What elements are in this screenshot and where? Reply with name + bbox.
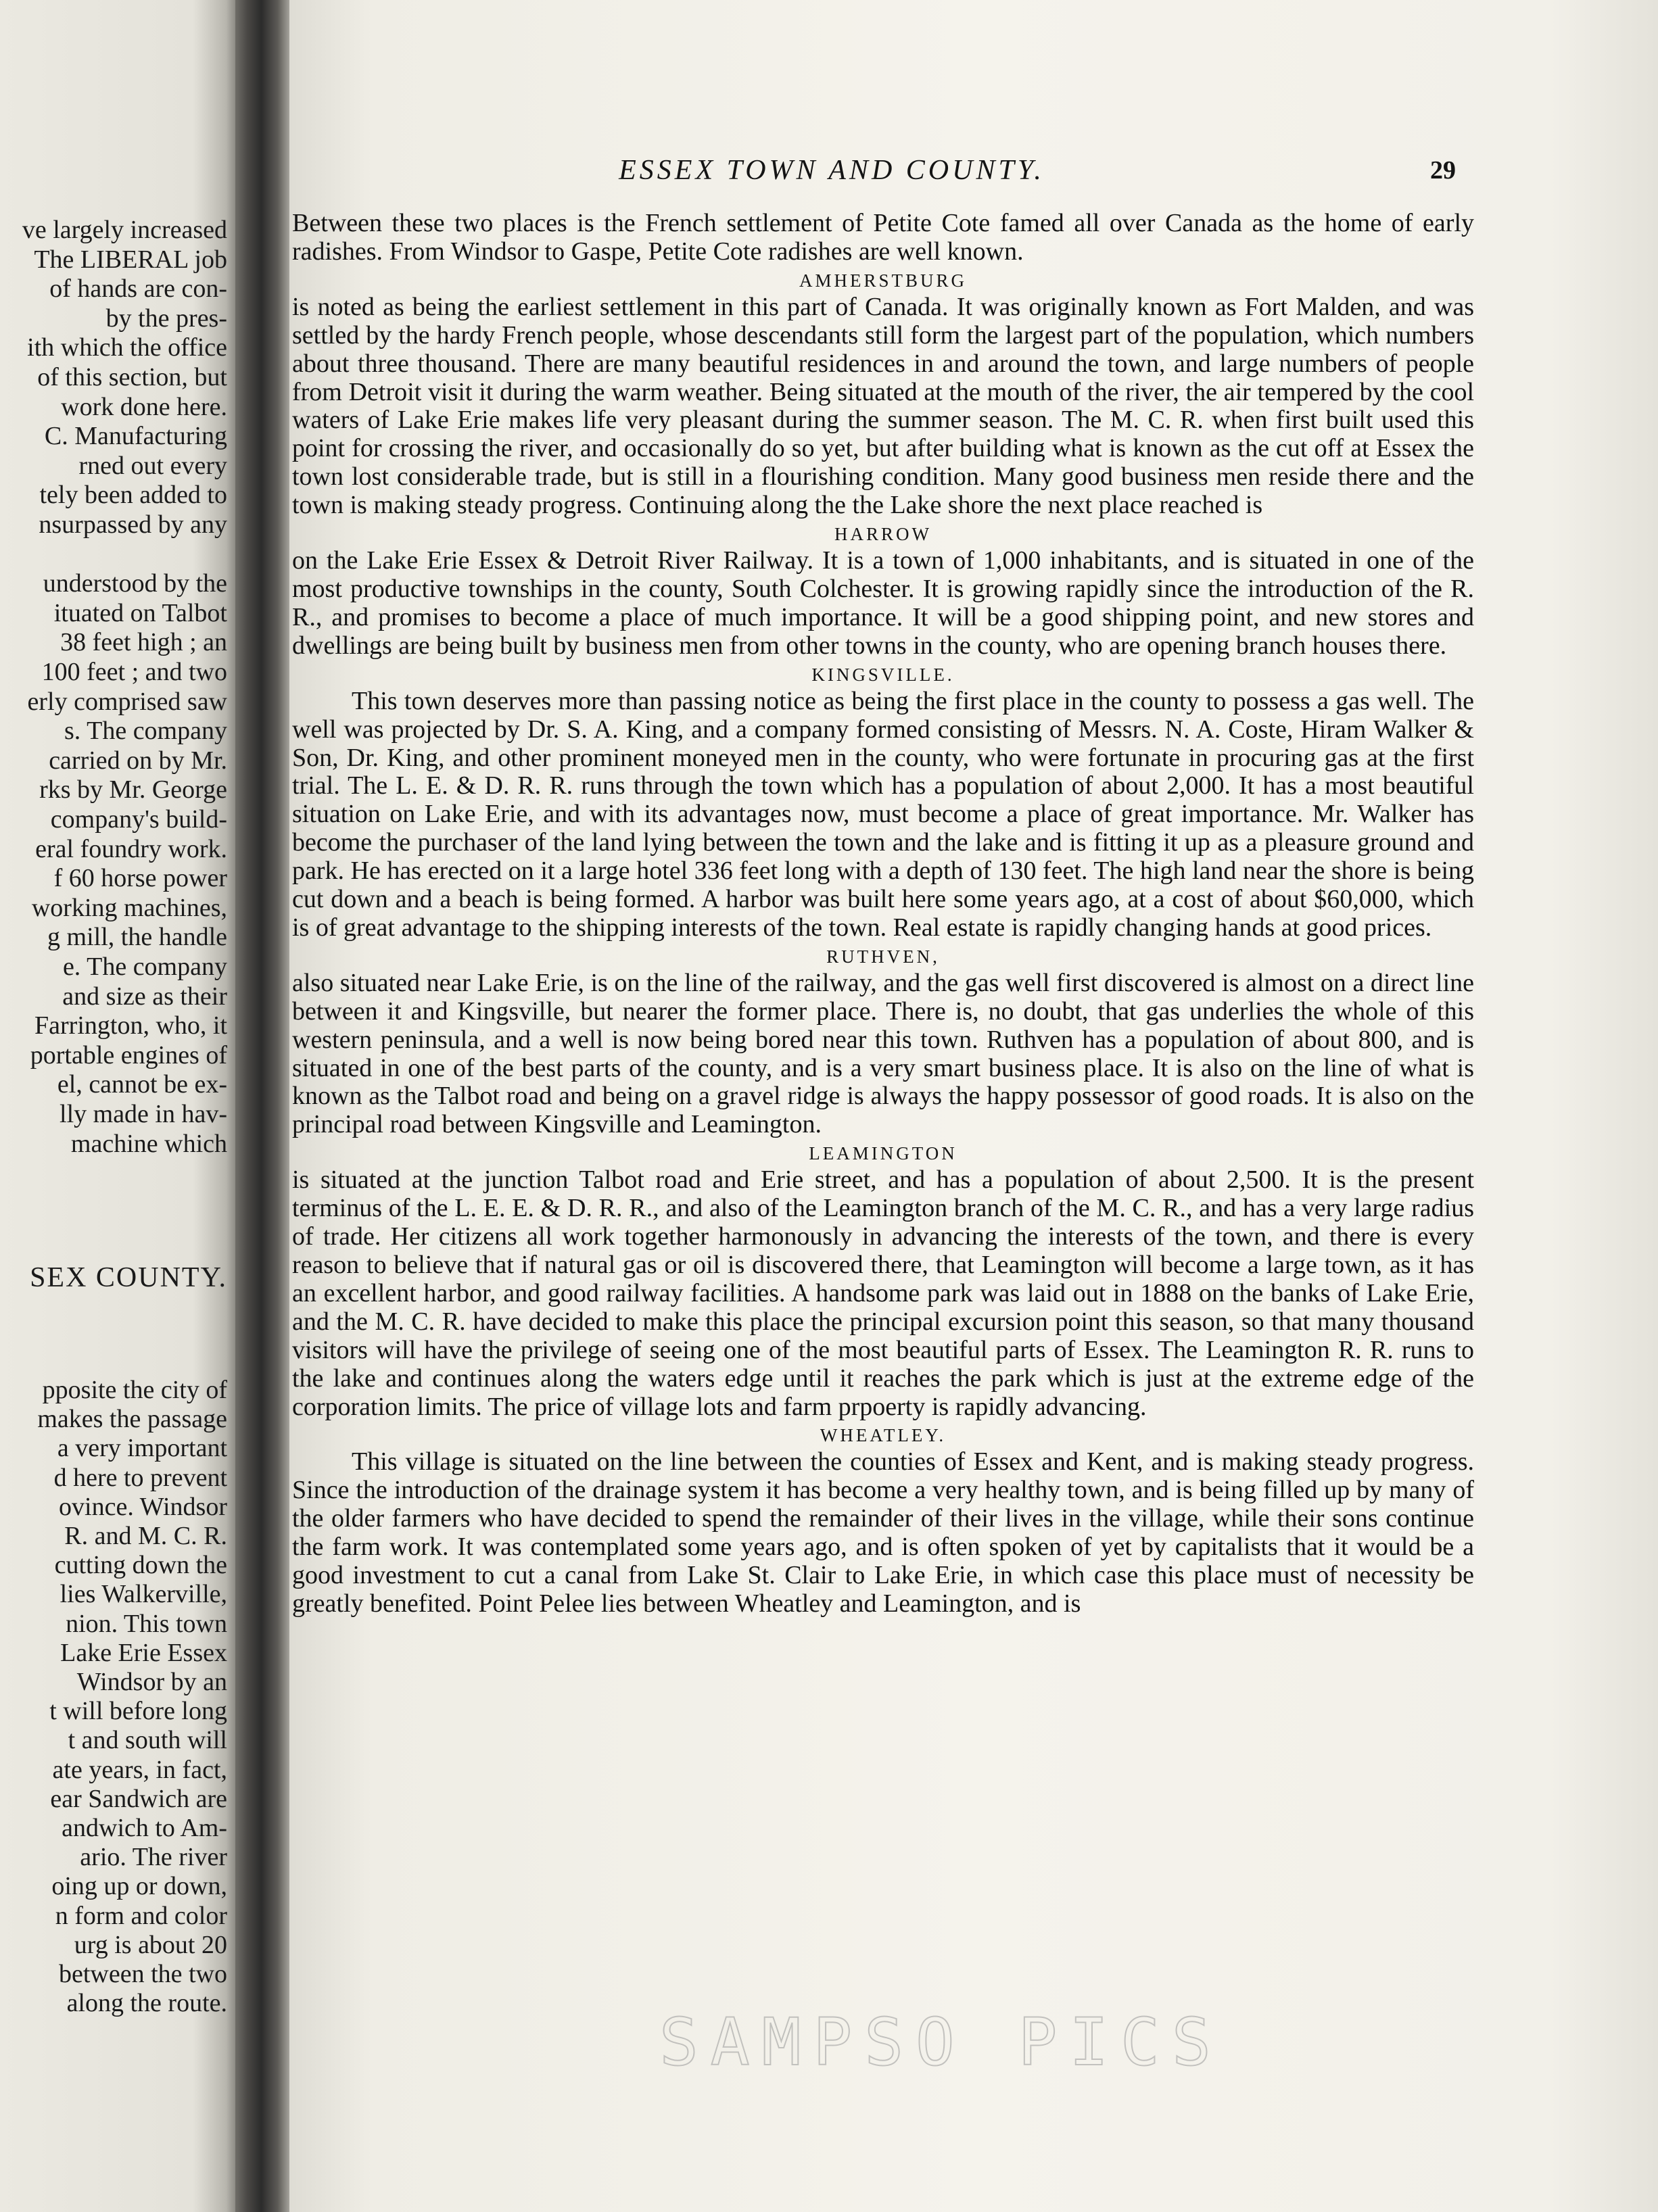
section-heading-harrow: HARROW: [834, 524, 932, 545]
page-number: 29: [1430, 156, 1456, 185]
facing-page-line: pposite the city of: [42, 1376, 227, 1404]
facing-page-line: ear Sandwich are: [50, 1784, 227, 1813]
section-heading-amherstburg: AMHERSTBURG: [799, 270, 968, 291]
facing-page-line: between the two: [58, 1960, 227, 1988]
facing-page-line: andwich to Am-: [62, 1814, 227, 1842]
facing-page-line: of hands are con-: [49, 274, 227, 304]
section-text-amherstburg: is noted as being the earliest settlement in this part of Canada. It was originally known as Fort Malden, and was settled by the hardy French people, whose descendants still form the largest part of the population, which numbers about three thousand. There are many beautiful residences in and around the town, and large numbers of people from Detroit visit it during the warm weather. Being situated at the mouth of the river, the air tempered by the cool waters of Lake Erie makes life very pleasant during the summer season. The M. C. R. when first built used this point for crossing the river, and occasionally do so yet, but after building what is known as the cut off at Essex the town lost considerable trade, but is still in a flourishing condition. Many good business men reside there and the town is making steady progress. Continuing along the the Lake shore the next place reached is: [292, 292, 1474, 520]
section-text-ruthven: also situated near Lake Erie, is on the line of the railway, and the gas well first discovered is almost on a direct line between it and Kingsville, but nearer the former place. There is, no doubt, that gas underlies the whole of this western peninsula, and a well is now being bored near this town. Ruthven has a population of about 800, and is situated in one of the best parts of the county, and is a very smart business place. It is also on the line of what is known as the Talbot road and being on a gravel ridge is always the happy possessor of good roads. It is also on the principal road between Kingsville and Leamington.: [292, 968, 1474, 1139]
facing-page-line: Windsor by an: [76, 1668, 227, 1696]
facing-page-line: s. The company: [64, 717, 227, 746]
facing-page-line: work done here.: [61, 392, 227, 421]
facing-page-line: The LIBERAL job: [34, 245, 227, 274]
facing-page-line: g mill, the handle: [47, 923, 227, 952]
facing-page-line: f 60 horse power: [53, 864, 227, 893]
section-heading-wheatley: WHEATLEY.: [820, 1425, 947, 1446]
facing-page-line: a very important: [57, 1434, 227, 1463]
running-head: ESSEX TOWN AND COUNTY.: [619, 155, 1045, 186]
section-text-wheatley: This village is situated on the line between the counties of Essex and Kent, and is making steady progress. Since the introduction of the drainage system it has become a very healthy town, and is being filled up by many of the older farmers who have decided to spend the remainder of their lives in the village, while their sons continue the farm work. It was contemplated some years ago, and is often spoken of yet by capitalists that it would be a good investment to cut a canal from Lake St. Clair to Lake Erie, in which case this place must of necessity be greatly benefited. Point Pelee lies between Wheatley and Leamington, and is: [292, 1447, 1474, 1618]
facing-page-line: erly comprised saw: [27, 687, 227, 716]
facing-page-line: 38 feet high ; an: [60, 628, 227, 657]
page-body: [292, 210, 1474, 1618]
facing-page-line: rks by Mr. George: [39, 775, 227, 804]
facing-page-line: lies Walkerville,: [60, 1580, 227, 1609]
facing-page-line: ve largely increased: [22, 216, 227, 244]
facing-page-line: ituated on Talbot: [53, 598, 227, 627]
facing-page-line: e. The company: [62, 953, 227, 981]
facing-page-line: cutting down the: [54, 1551, 227, 1580]
facing-page-line: t and south will: [68, 1726, 227, 1755]
facing-page-line: t will before long: [49, 1697, 227, 1726]
facing-page-line: ario. The river: [80, 1843, 227, 1872]
facing-page-line: by the pres-: [105, 304, 227, 333]
facing-page-heading: SEX COUNTY.: [30, 1262, 227, 1293]
facing-page-line: along the route.: [66, 1989, 227, 2018]
facing-page-line: oing up or down,: [51, 1872, 227, 1901]
section-heading-kingsville: KINGSVILLE.: [811, 664, 955, 685]
facing-page-line: tely been added to: [39, 481, 227, 510]
facing-page-line: d here to prevent: [53, 1463, 227, 1492]
facing-page-line: ovince. Windsor: [59, 1492, 227, 1521]
facing-page-line: n form and color: [55, 1901, 227, 1930]
intro-paragraph: Between these two places is the French settlement of Petite Cote famed all over Canada as the home of early radishes. From Windsor to Gaspe, Petite Cote radishes are well known.: [292, 209, 1474, 266]
facing-page-line: eral foundry work.: [35, 834, 227, 863]
book-gutter: [235, 0, 289, 2212]
facing-page-line: Lake Erie Essex: [60, 1638, 227, 1667]
section-text-kingsville: This town deserves more than passing notice as being the first place in the county to possess a gas well. The well was projected by Dr. S. A. King, and a company formed consisting of Messrs. N. A. Coste, Hiram Walker & Son, Dr. King, and other prominent moneyed men in the county, who were fortunate in procuring gas at the first trial. The L. E. & D. R. R. runs through the town which has a population of about 2,000. It has a most beautiful situation on Lake Erie, and with its advantages now, must become a place of great importance. Mr. Walker has become the purchaser of the land lying between the town and the lake and is fitting it up as a pleasure ground and park. He has erected on it a large hotel 336 feet long with a depth of 130 feet. The high land near the shore is being cut down and a beach is being formed. A harbor was built here some years ago, at a cost of about $60,000, which is of great advantage to the shipping interests of the town. Real estate is rapidly changing hands at good prices.: [292, 686, 1474, 942]
facing-page-line: portable engines of: [30, 1040, 227, 1069]
facing-page-line: ith which the office: [27, 333, 227, 362]
facing-page-line: rned out every: [78, 451, 227, 480]
facing-page-line: carried on by Mr.: [49, 746, 227, 775]
facing-page-line: nion. This town: [66, 1609, 227, 1638]
facing-page-line: company's build-: [50, 805, 227, 834]
section-text-leamington: is situated at the junction Talbot road and Erie street, and has a population of about 2,500. It is the present terminus of the L. E. E. & D. R. R., and also of the Leamington branch of the M. C. R., and has a very large radius of trade. Her citizens all work together harmonously in advancing the interests of the town, and there is every reason to believe that if natural gas or oil is discovered there, that Leamington will become a large town, as it has an excellent harbor, and good railway facilities. A handsome park was laid out in 1888 on the banks of Lake Erie, and the M. C. R. have decided to make this place the principal excursion point this season, so that many thousand visitors will have the privilege of seeing one of the most beautiful parts of Essex. The Leamington R. R. runs to the lake and continues along the waters edge until it reaches the park which is just at the extreme edge of the corporation limits. The price of village lots and farm prpoerty is rapidly advancing.: [292, 1165, 1474, 1421]
facing-page-line: el, cannot be ex-: [57, 1070, 227, 1099]
facing-page-line: Farrington, who, it: [34, 1011, 227, 1040]
facing-page-line: and size as their: [62, 982, 227, 1011]
facing-page-line: lly made in hav-: [60, 1100, 227, 1128]
facing-page-line: 100 feet ; and two: [41, 658, 227, 686]
section-heading-leamington: LEAMINGTON: [809, 1143, 957, 1164]
facing-page-line: makes the passage: [37, 1405, 227, 1434]
perforation-stamp: SAMPSO PICS: [659, 2004, 1223, 2080]
facing-page-line: R. and M. C. R.: [64, 1522, 227, 1550]
facing-page: [0, 0, 235, 2212]
facing-page-line: ate years, in fact,: [52, 1755, 227, 1784]
facing-page-line: understood by the: [43, 569, 227, 598]
section-text-harrow: on the Lake Erie Essex & Detroit River Railway. It is a town of 1,000 inhabitants, and is situated in one of the most productive townships in the county, South Colchester. It is growing rapidly since the introduction of the R. R., and promises to become a place of much importance. It will be a good shipping point, and new stores and dwellings are being built by business men from other towns in the county, who are opening branch houses there.: [292, 546, 1474, 660]
facing-page-line: working machines,: [31, 893, 227, 922]
facing-page-line: of this section, but: [37, 363, 227, 391]
facing-page-line: C. Manufacturing: [44, 422, 227, 451]
facing-page-line: nsurpassed by any: [39, 510, 227, 539]
facing-page-line: machine which: [70, 1129, 227, 1158]
facing-page-line: urg is about 20: [74, 1930, 227, 1959]
section-heading-ruthven: RUTHVEN,: [826, 946, 940, 967]
